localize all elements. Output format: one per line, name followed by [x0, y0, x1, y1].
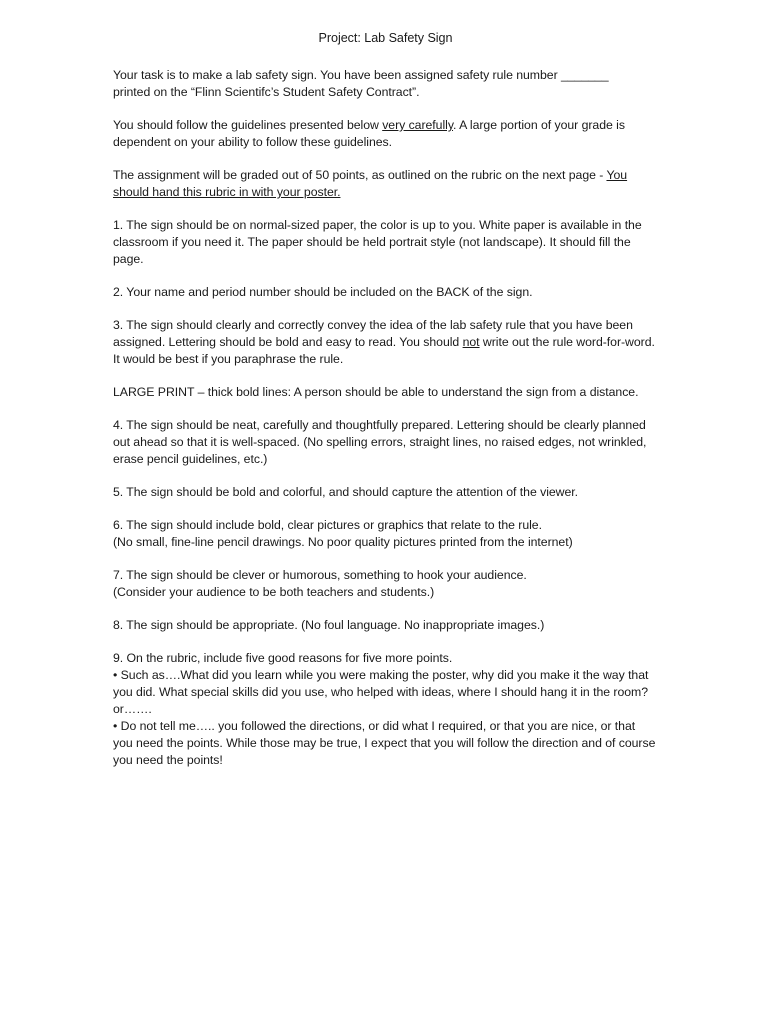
- guidelines-paragraph: [113, 117, 658, 151]
- item-7: [113, 567, 658, 601]
- item-6-line-2: (No small, fine-line pencil drawings. No poor quality pictures printed from the internet): [113, 535, 573, 549]
- item-9-bullet-2: • Do not tell me….. you followed the directions, or did what I required, or that you are nice, or that you need the points. While those may be true, I expect that you will follow the direction and of course you need the points!: [113, 719, 656, 767]
- item-4: 4. The sign should be neat, carefully and thoughtfully prepared. Lettering should be clearly planned out ahead so that it is well-spaced. (No spelling errors, straight lines, no raised edges, not wrinkled, erase pencil guidelines, etc.): [113, 418, 647, 466]
- guidelines-emphasis: very carefully: [382, 118, 454, 132]
- document-title: Project: Lab Safety Sign: [318, 31, 453, 45]
- item-6-line-1: 6. The sign should include bold, clear pictures or graphics that relate to the rule.: [113, 518, 542, 532]
- intro-line-1: Your task is to make a lab safety sign. You have been assigned safety rule number _______: [113, 68, 609, 82]
- item-9-bullet-1: • Such as….What did you learn while you were making the poster, why did you make it the way that you did. What special skills did you use, who helped with ideas, where I should hang it in the room? or…….: [113, 668, 649, 716]
- item-3-emphasis: not: [462, 335, 480, 349]
- item-3-text-end: write out the rule word-for-word. It would be best if you paraphrase the rule.: [113, 335, 655, 366]
- item-6: [113, 517, 658, 551]
- item-1: 1. The sign should be on normal-sized paper, the color is up to you. White paper is available in the classroom if you need it. The paper should be held portrait style (not landscape). It should fill the page.: [113, 218, 642, 266]
- item-7-line-1: 7. The sign should be clever or humorous, something to hook your audience.: [113, 568, 527, 582]
- item-2: 2. Your name and period number should be included on the BACK of the sign.: [113, 285, 533, 299]
- intro-line-2: printed on the “Flinn Scientifc’s Student Safety Contract”.: [113, 85, 420, 99]
- intro-paragraph: [113, 67, 658, 101]
- item-9-line: 9. On the rubric, include five good reasons for five more points.: [113, 651, 453, 665]
- guidelines-text-end: . A large portion of your grade is dependent on your ability to follow these guidelines.: [113, 118, 625, 149]
- guidelines-text: You should follow the guidelines presented below: [113, 118, 383, 132]
- item-9: [113, 650, 658, 769]
- item-3-text: 3. The sign should clearly and correctly convey the idea of the lab safety rule that you have been assigned. Lettering should be bold and easy to read. You should: [113, 318, 633, 349]
- grading-text: The assignment will be graded out of 50 points, as outlined on the rubric on the next page -: [113, 168, 607, 182]
- item-5: 5. The sign should be bold and colorful, and should capture the attention of the viewer.: [113, 485, 579, 499]
- grading-paragraph: [113, 167, 658, 201]
- item-8: 8. The sign should be appropriate. (No foul language. No inappropriate images.): [113, 618, 545, 632]
- grading-emphasis: You should hand this rubric in with your poster.: [113, 168, 628, 199]
- item-7-line-2: (Consider your audience to be both teachers and students.): [113, 585, 435, 599]
- item-3: [113, 317, 658, 368]
- document-page: [113, 30, 658, 769]
- large-print-note: LARGE PRINT – thick bold lines: A person should be able to understand the sign from a distance.: [113, 385, 639, 399]
